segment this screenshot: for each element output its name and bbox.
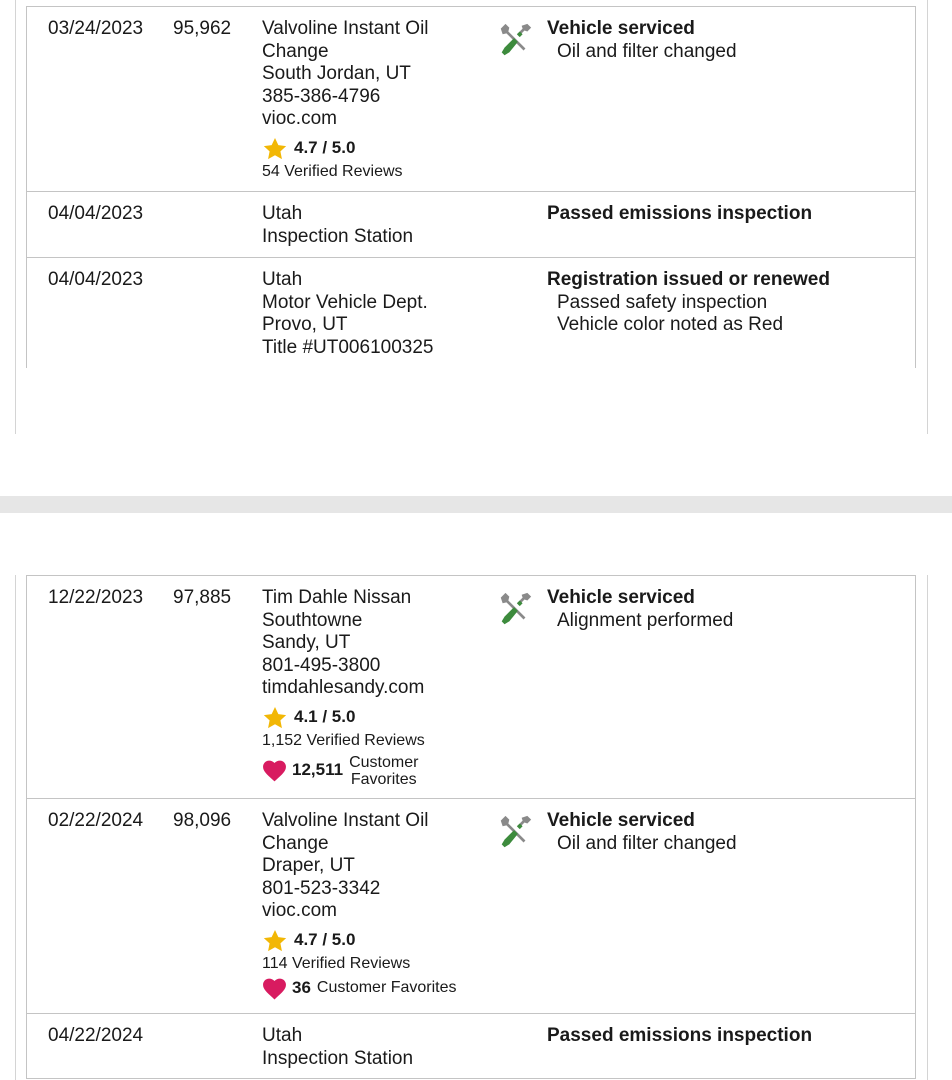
star-icon (262, 136, 288, 162)
heart-icon (262, 977, 287, 1000)
rating (262, 705, 487, 731)
comment-title: Passed emissions inspection (547, 1025, 813, 1046)
source-phone[interactable]: 801-523-3342 (262, 877, 381, 899)
source-phone[interactable]: 385-386-4796 (262, 85, 381, 107)
rating (262, 136, 487, 162)
record-date: 04/04/2023 (48, 203, 144, 224)
heart-icon (262, 759, 287, 782)
source-title-number: Title #UT006100325 (262, 336, 434, 358)
verified-reviews-link[interactable]: 114 Verified Reviews (262, 954, 411, 972)
source-name: Valvoline Instant Oil (262, 810, 429, 831)
record-odometer: 97,885 (173, 587, 232, 608)
source-name: Inspection Station (262, 225, 414, 247)
customer-favorites (262, 977, 487, 1000)
comment-line: Oil and filter changed (557, 832, 737, 854)
record-comments (547, 810, 907, 855)
record-source (262, 203, 487, 248)
record-comments (547, 18, 907, 63)
table-row (27, 6, 915, 191)
page-frame-left (15, 0, 16, 434)
record-comments (547, 1025, 907, 1048)
record-date: 04/04/2023 (48, 269, 144, 290)
comment-title: Passed emissions inspection (547, 203, 813, 224)
rating (262, 928, 487, 954)
record-source (262, 18, 487, 182)
source-location: Draper, UT (262, 855, 355, 876)
source-website[interactable]: vioc.com (262, 900, 337, 921)
source-name: Southtowne (262, 609, 363, 631)
source-name: Motor Vehicle Dept. (262, 291, 428, 313)
service-history-table (26, 6, 916, 368)
page-frame-right (927, 0, 928, 434)
page-frame-right (927, 575, 928, 1080)
comment-title: Vehicle serviced (547, 810, 695, 831)
source-location: Sandy, UT (262, 632, 351, 653)
verified-reviews-link[interactable]: 1,152 Verified Reviews (262, 731, 425, 749)
favorites-label-line: Customer (349, 753, 419, 771)
source-name: Valvoline Instant Oil (262, 18, 429, 39)
source-name: Utah (262, 203, 303, 224)
source-name: Change (262, 832, 329, 854)
star-icon (262, 705, 288, 731)
source-website[interactable]: vioc.com (262, 108, 337, 129)
record-source (262, 810, 487, 1000)
verified-reviews-link[interactable]: 54 Verified Reviews (262, 162, 403, 180)
source-website[interactable]: timdahlesandy.com (262, 677, 425, 698)
favorites-label-line: Favorites (350, 770, 417, 788)
wrench-screwdriver-icon (496, 21, 534, 59)
source-name: Utah (262, 269, 303, 290)
record-date: 04/22/2024 (48, 1025, 144, 1046)
record-date: 12/22/2023 (48, 587, 144, 608)
comment-line: Oil and filter changed (557, 40, 737, 62)
comment-line: Passed safety inspection (557, 291, 768, 313)
table-row (27, 798, 915, 1013)
record-comments (547, 587, 907, 632)
page-separator (0, 496, 952, 513)
star-icon (262, 928, 288, 954)
table-row (27, 257, 915, 368)
record-date: 03/24/2023 (48, 18, 144, 39)
comment-title: Registration issued or renewed (547, 269, 830, 290)
record-comments (547, 269, 907, 337)
source-phone[interactable]: 801-495-3800 (262, 654, 381, 676)
source-name: Tim Dahle Nissan (262, 587, 412, 608)
source-name: Utah (262, 1025, 303, 1046)
record-odometer: 98,096 (173, 810, 232, 831)
comment-line: Alignment performed (557, 609, 734, 631)
favorites-label: Customer Favorites (316, 979, 457, 996)
rating-value: 4.7 / 5.0 (294, 930, 356, 950)
wrench-screwdriver-icon (496, 590, 534, 628)
table-row (27, 191, 915, 257)
record-comments (547, 203, 907, 226)
rating-value: 4.1 / 5.0 (294, 707, 356, 727)
record-source (262, 587, 487, 788)
favorites-label (349, 754, 418, 788)
wrench-screwdriver-icon (496, 813, 534, 851)
comment-title: Vehicle serviced (547, 18, 695, 39)
page-frame-left (15, 575, 16, 1080)
rating-value: 4.7 / 5.0 (294, 138, 356, 158)
record-odometer: 95,962 (173, 18, 232, 39)
source-location: South Jordan, UT (262, 63, 411, 84)
source-name: Inspection Station (262, 1047, 414, 1069)
service-history-table (26, 575, 916, 1079)
table-row (27, 1013, 915, 1079)
favorites-count: 36 (292, 977, 311, 997)
customer-favorites (262, 754, 487, 788)
comment-line: Vehicle color noted as Red (557, 314, 784, 335)
table-row (27, 575, 915, 798)
comment-title: Vehicle serviced (547, 587, 695, 608)
source-name: Change (262, 40, 329, 62)
record-source (262, 269, 487, 359)
record-source (262, 1025, 487, 1070)
record-date: 02/22/2024 (48, 810, 144, 831)
favorites-count: 12,511 (292, 760, 344, 780)
source-location: Provo, UT (262, 314, 348, 335)
